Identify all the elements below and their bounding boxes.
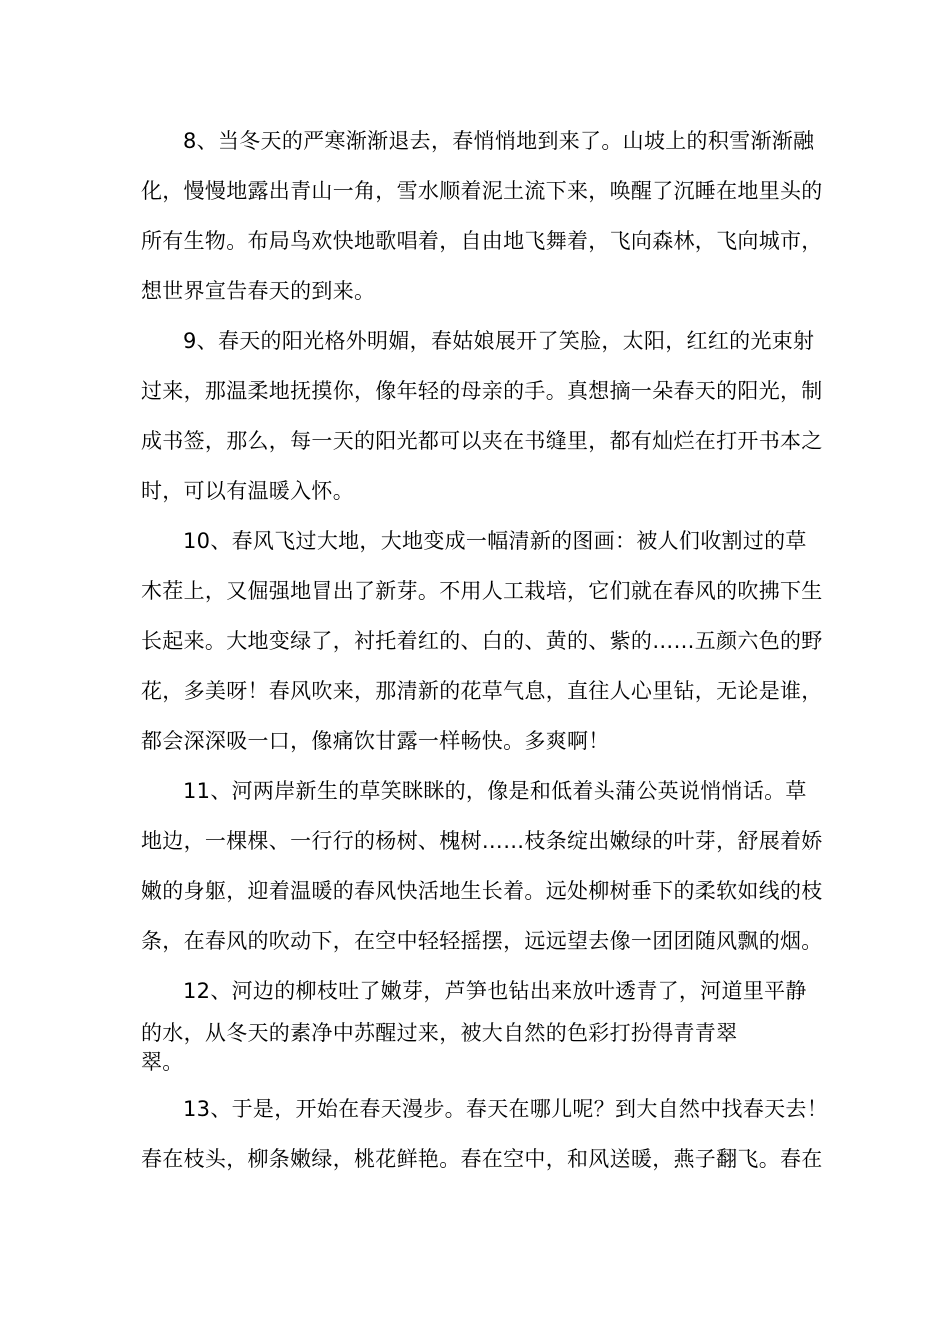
paragraph-line: 花，多美呀！春风吹来，那清新的花草气息，直往人心里钻，无论是谁， (141, 679, 823, 703)
paragraph-line: 过来，那温柔地抚摸你，像年轻的母亲的手。真想摘一朵春天的阳光，制 (141, 379, 823, 403)
paragraph-line: 春在枝头，柳条嫩绿，桃花鲜艳。春在空中，和风送暖，燕子翻飞。春在 (141, 1147, 823, 1171)
paragraph-line: 嫩的身躯，迎着温暖的春风快活地生长着。远处柳树垂下的柔软如线的枝 (141, 879, 823, 903)
paragraph-8 (141, 116, 831, 316)
paragraph-line: 12、河边的柳枝吐了嫩芽，芦笋也钻出来放叶透青了，河道里平静 (183, 979, 807, 1003)
paragraph-12 (141, 966, 831, 1084)
paragraph-line: 成书签，那么，每一天的阳光都可以夹在书缝里，都有灿烂在打开书本之 (141, 429, 823, 453)
paragraph-line: 木茬上，又倔强地冒出了新芽。不用人工栽培，它们就在春风的吹拂下生 (141, 579, 823, 603)
paragraph-line: 都会深深吸一口，像痛饮甘露一样畅快。多爽啊！ (141, 729, 610, 753)
paragraph-line: 13、于是，开始在春天漫步。春天在哪儿呢？到大自然中找春天去！ (183, 1097, 829, 1121)
paragraph-line: 长起来。大地变绿了，衬托着红的、白的、黄的、紫的……五颜六色的野 (141, 629, 823, 653)
paragraph-10 (141, 516, 831, 766)
paragraph-13 (141, 1084, 831, 1184)
paragraph-line: 地边，一棵棵、一行行的杨树、槐树……枝条绽出嫩绿的叶芽，舒展着娇 (141, 829, 823, 853)
paragraph-line: 所有生物。布局鸟欢快地歌唱着，自由地飞舞着，飞向森林，飞向城市， (141, 229, 823, 253)
paragraph-line: 化，慢慢地露出青山一角，雪水顺着泥土流下来，唤醒了沉睡在地里头的 (141, 179, 823, 203)
paragraph-line: 11、河两岸新生的草笑眯眯的，像是和低着头蒲公英说悄悄话。草 (183, 779, 807, 803)
paragraph-line: 时，可以有温暖入怀。 (141, 479, 354, 503)
paragraph-line: 8、当冬天的严寒渐渐退去，春悄悄地到来了。山坡上的积雪渐渐融 (183, 129, 815, 153)
text-column (141, 116, 831, 1184)
paragraph-line: 10、春风飞过大地，大地变成一幅清新的图画：被人们收割过的草 (183, 529, 807, 553)
paragraph-line: 9、春天的阳光格外明媚，春姑娘展开了笑脸，太阳，红红的光束射 (183, 329, 815, 353)
paragraph-line: 的水，从冬天的素净中苏醒过来，被大自然的色彩打扮得青青翠 (141, 1021, 738, 1045)
paragraph-11 (141, 766, 831, 966)
paragraph-9 (141, 316, 831, 516)
paragraph-line: 想世界宣告春天的到来。 (141, 279, 376, 303)
paragraph-line: 翠。 (141, 1050, 184, 1074)
paragraph-line: 条，在春风的吹动下，在空中轻轻摇摆，远远望去像一团团随风飘的烟。 (141, 929, 823, 953)
